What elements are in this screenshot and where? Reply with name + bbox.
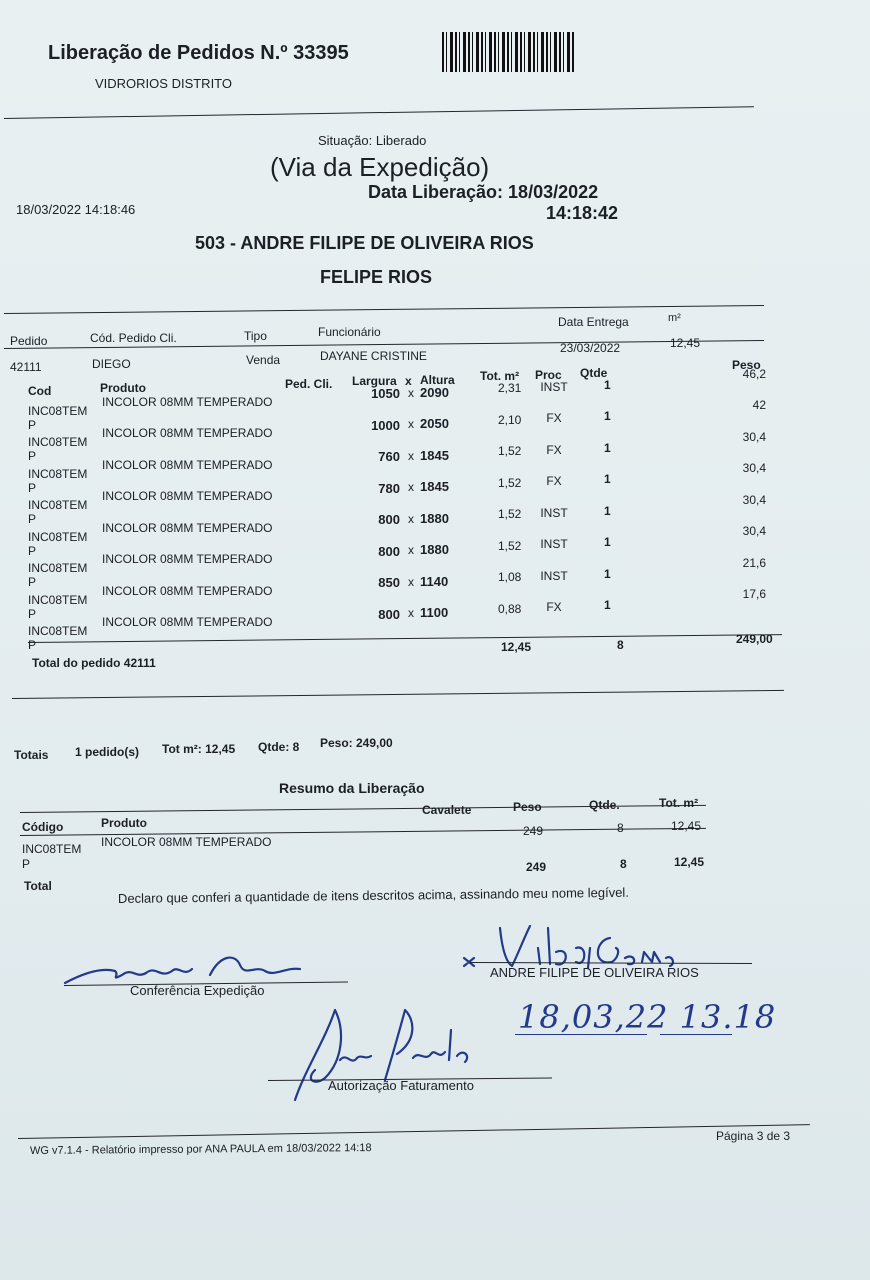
- summary-total-m2: 12,45: [674, 855, 705, 869]
- label-cod-pedido-cli: Cód. Pedido Cli.: [90, 331, 177, 345]
- summary-total-peso: 249: [526, 860, 547, 874]
- divider: [4, 106, 754, 119]
- barcode: [442, 32, 576, 72]
- item-cod: INC08TEM: [28, 561, 88, 576]
- item-qtde: 1: [604, 440, 611, 455]
- item-tot-m2: 0,88: [498, 601, 522, 616]
- client-signature-name: ANDRE FILIPE DE OLIVEIRA RIOS: [490, 965, 699, 980]
- item-cod: INC08TEM: [28, 624, 88, 639]
- item-qtde: 1: [604, 409, 611, 424]
- item-cod-suffix: P: [28, 480, 37, 495]
- summary-peso: 249: [523, 824, 544, 838]
- release-date: Data Liberação: 18/03/2022: [368, 182, 599, 202]
- item-cod: INC08TEM: [28, 592, 88, 607]
- col-altura: Altura: [420, 373, 455, 387]
- via-label: (Via da Expedição): [270, 152, 490, 182]
- release-time: 14:18:42: [546, 203, 619, 223]
- value-data-entrega: 23/03/2022: [560, 341, 621, 355]
- item-tot-m2: 1,52: [498, 444, 522, 459]
- declaration-text: Declaro que conferi a quantidade de itens descritos acima, assinando meu nome legível.: [117, 884, 629, 906]
- item-proc: FX: [546, 411, 562, 426]
- col-peso: Peso: [732, 358, 761, 372]
- item-largura: 850: [378, 575, 400, 591]
- item-peso: 46,2: [742, 366, 766, 381]
- item-qtde: 1: [604, 566, 611, 581]
- item-cod: INC08TEM: [28, 435, 88, 450]
- item-x: x: [408, 480, 414, 495]
- summary-col-peso: Peso: [513, 800, 542, 814]
- item-produto: INCOLOR 08MM TEMPERADO: [102, 583, 273, 598]
- label-funcionario: Funcionário: [318, 325, 381, 339]
- item-cod-suffix: P: [28, 543, 37, 558]
- item-x: x: [408, 543, 414, 558]
- item-produto: INCOLOR 08MM TEMPERADO: [102, 394, 273, 409]
- item-largura: 1000: [371, 417, 400, 433]
- totals-pedidos: 1 pedido(s): [75, 745, 140, 759]
- item-largura: 760: [378, 449, 400, 465]
- item-qtde: 1: [604, 598, 611, 613]
- print-datetime: 18/03/2022 14:18:46: [16, 202, 136, 217]
- client-name: 503 - ANDRE FILIPE DE OLIVEIRA RIOS: [195, 233, 534, 253]
- item-largura: 780: [378, 480, 400, 496]
- divider: [12, 690, 784, 699]
- label-pedido: Pedido: [10, 334, 48, 348]
- item-produto: INCOLOR 08MM TEMPERADO: [102, 615, 273, 630]
- col-qtde: Qtde: [580, 366, 608, 380]
- item-qtde: 1: [604, 472, 611, 487]
- item-altura: 1140: [420, 573, 449, 589]
- summary-codigo: INC08TEM: [22, 842, 82, 856]
- item-proc: FX: [546, 442, 562, 457]
- handwritten-underline: [515, 1034, 647, 1035]
- value-tipo: Venda: [246, 353, 281, 367]
- page-number: Página 3 de 3: [716, 1129, 791, 1143]
- order-total-qtde: 8: [617, 638, 624, 652]
- label-data-entrega: Data Entrega: [558, 315, 629, 329]
- value-pedido: 42111: [10, 360, 42, 374]
- summary-produto: INCOLOR 08MM TEMPERADO: [101, 835, 272, 849]
- summary-tot-m2: 12,45: [671, 819, 702, 833]
- item-x: x: [408, 417, 414, 432]
- item-tot-m2: 1,08: [498, 570, 522, 585]
- item-altura: 1845: [420, 447, 449, 463]
- item-produto: INCOLOR 08MM TEMPERADO: [102, 426, 273, 441]
- divider: [18, 1124, 810, 1139]
- item-produto: INCOLOR 08MM TEMPERADO: [102, 552, 273, 567]
- summary-title: Resumo da Liberação: [279, 780, 425, 796]
- item-produto: INCOLOR 08MM TEMPERADO: [102, 489, 273, 504]
- item-largura: 800: [378, 512, 400, 528]
- summary-col-qtde: Qtde.: [589, 798, 620, 812]
- col-cod: Cod: [28, 384, 52, 398]
- value-funcionario: DAYANE CRISTINE: [320, 349, 427, 363]
- item-tot-m2: 2,10: [498, 412, 522, 427]
- item-cod-suffix: P: [28, 638, 37, 653]
- summary-col-tot-m2: Tot. m²: [659, 796, 699, 810]
- summary-total-label: Total: [24, 879, 52, 893]
- item-cod: INC08TEM: [28, 498, 88, 513]
- item-x: x: [408, 511, 414, 526]
- item-peso: 17,6: [742, 587, 766, 602]
- summary-total-qtde: 8: [620, 857, 627, 871]
- item-largura: 800: [378, 606, 400, 622]
- item-produto: INCOLOR 08MM TEMPERADO: [102, 457, 273, 472]
- item-altura: 2050: [420, 416, 449, 432]
- autorizacao-label: Autorização Faturamento: [328, 1078, 474, 1093]
- item-altura: 2090: [420, 384, 449, 400]
- col-produto: Produto: [100, 381, 146, 395]
- col-proc: Proc: [535, 368, 562, 382]
- col-tot-m2: Tot. m²: [480, 369, 520, 383]
- item-cod-suffix: P: [28, 512, 37, 527]
- item-cod-suffix: P: [28, 417, 37, 432]
- divider: [4, 305, 764, 314]
- conferencia-label: Conferência Expedição: [130, 983, 265, 998]
- item-peso: 30,4: [742, 429, 766, 444]
- footer-printed-by: WG v7.1.4 - Relatório impresso por ANA PAULA em 18/03/2022 14:18: [29, 1142, 372, 1157]
- summary-codigo-suffix: P: [22, 857, 31, 871]
- item-tot-m2: 1,52: [498, 475, 522, 490]
- item-produto: INCOLOR 08MM TEMPERADO: [102, 520, 273, 535]
- value-m2: 12,45: [670, 336, 701, 350]
- item-x: x: [408, 574, 414, 589]
- item-peso: 30,4: [742, 524, 766, 539]
- item-x: x: [408, 448, 414, 463]
- item-cod: INC08TEM: [28, 403, 88, 418]
- totals-qtde: Qtde: 8: [258, 740, 300, 754]
- item-cod: INC08TEM: [28, 529, 88, 544]
- item-cod: INC08TEM: [28, 466, 88, 481]
- item-largura: 800: [378, 543, 400, 559]
- item-qtde: 1: [604, 377, 611, 392]
- item-cod-suffix: P: [28, 606, 37, 621]
- col-x: x: [405, 374, 412, 388]
- item-proc: FX: [546, 600, 562, 615]
- item-proc: INST: [540, 379, 568, 394]
- item-peso: 30,4: [742, 461, 766, 476]
- item-altura: 1880: [420, 542, 449, 558]
- label-tipo: Tipo: [244, 329, 267, 343]
- summary-col-cavalete: Cavalete: [422, 803, 472, 817]
- totals-label: Totais: [14, 748, 49, 762]
- item-altura: 1845: [420, 479, 449, 495]
- company-name: VIDRORIOS DISTRITO: [95, 76, 232, 91]
- col-largura: Largura: [352, 374, 397, 388]
- item-qtde: 1: [604, 535, 611, 550]
- summary-col-codigo: Código: [22, 820, 64, 834]
- item-cod-suffix: P: [28, 449, 37, 464]
- totals-m2: Tot m²: 12,45: [162, 742, 236, 756]
- order-total-m2: 12,45: [501, 640, 532, 654]
- item-x: x: [408, 606, 414, 621]
- item-proc: INST: [540, 537, 568, 552]
- item-peso: 30,4: [742, 492, 766, 507]
- item-proc: FX: [546, 474, 562, 489]
- item-largura: 1050: [371, 386, 400, 402]
- order-total-peso: 249,00: [736, 632, 773, 646]
- col-ped-cli: Ped. Cli.: [285, 377, 333, 391]
- summary-qtde: 8: [617, 821, 624, 835]
- item-altura: 1880: [420, 510, 449, 526]
- item-peso: 42: [752, 398, 766, 413]
- document-title: Liberação de Pedidos N.º 33395: [48, 42, 349, 64]
- item-tot-m2: 1,52: [498, 507, 522, 522]
- item-tot-m2: 1,52: [498, 538, 522, 553]
- item-x: x: [408, 385, 414, 400]
- order-total-label: Total do pedido 42111: [32, 656, 156, 670]
- status-text: Situação: Liberado: [318, 133, 427, 148]
- summary-col-produto: Produto: [101, 816, 147, 830]
- handwritten-date: 18,03,22 13.18: [518, 998, 777, 1036]
- totals-peso: Peso: 249,00: [320, 736, 393, 750]
- item-qtde: 1: [604, 503, 611, 518]
- item-tot-m2: 2,31: [498, 381, 522, 396]
- label-m2: m²: [668, 312, 681, 324]
- value-cod-pedido-cli: DIEGO: [92, 357, 131, 371]
- item-peso: 21,6: [742, 555, 766, 570]
- handwritten-underline: [660, 1034, 732, 1035]
- item-altura: 1100: [420, 605, 449, 621]
- item-proc: INST: [540, 505, 568, 520]
- divider: [28, 634, 782, 643]
- item-cod-suffix: P: [28, 575, 37, 590]
- item-proc: INST: [540, 568, 568, 583]
- client-alias: FELIPE RIOS: [320, 267, 433, 287]
